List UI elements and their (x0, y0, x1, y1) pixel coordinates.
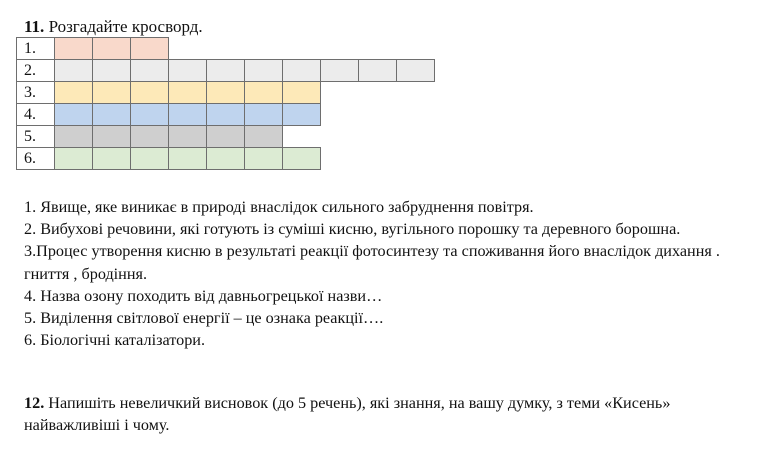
crossword-letter-cell[interactable] (320, 59, 359, 82)
crossword-letter-cell[interactable] (168, 125, 207, 148)
crossword-letter-cell[interactable] (168, 81, 207, 104)
crossword-letter-cell[interactable] (130, 59, 169, 82)
crossword-letter-cell[interactable] (244, 147, 283, 170)
crossword-letter-cell[interactable] (244, 81, 283, 104)
crossword-letter-cell[interactable] (206, 147, 245, 170)
task-11-heading (24, 16, 203, 38)
task-12-number: 12. (24, 394, 45, 412)
clue-6: 6. Біологічні каталізатори. (24, 331, 205, 350)
crossword-letter-cell[interactable] (92, 59, 131, 82)
crossword-letter-cell[interactable] (130, 37, 169, 60)
row-number-cell: 1. (16, 37, 55, 60)
crossword-row-6 (16, 147, 320, 169)
row-number-cell: 4. (16, 103, 55, 126)
crossword-letter-cell[interactable] (206, 59, 245, 82)
crossword-letter-cell[interactable] (396, 59, 435, 82)
clue-2: 2. Вибухові речовини, які готують із суміші кисню, вугільного порошку та деревного борошна. (24, 220, 681, 239)
crossword-row-2 (16, 59, 434, 81)
row-number-cell: 6. (16, 147, 55, 170)
crossword-letter-cell[interactable] (282, 81, 321, 104)
clue-5: 5. Виділення світлової енергії – це ознака реакції…. (24, 309, 384, 328)
crossword-letter-cell[interactable] (54, 103, 93, 126)
crossword-letter-cell[interactable] (244, 125, 283, 148)
crossword-letter-cell[interactable] (92, 37, 131, 60)
crossword-letter-cell[interactable] (54, 125, 93, 148)
crossword-row-4 (16, 103, 320, 125)
clue-3: 3.Процес утворення кисню в результаті реакції фотосинтезу та споживання його внаслідок дихання . гниття , бродіння. (24, 242, 724, 283)
crossword-letter-cell[interactable] (130, 147, 169, 170)
task-12 (24, 392, 764, 436)
crossword-letter-cell[interactable] (244, 59, 283, 82)
crossword-letter-cell[interactable] (168, 147, 207, 170)
crossword-letter-cell[interactable] (54, 81, 93, 104)
clue-list (24, 196, 764, 351)
crossword-row-5 (16, 125, 282, 147)
crossword-letter-cell[interactable] (282, 103, 321, 126)
crossword-letter-cell[interactable] (130, 103, 169, 126)
crossword-letter-cell[interactable] (54, 59, 93, 82)
crossword-letter-cell[interactable] (130, 81, 169, 104)
clue-4: 4. Назва озону походить від давньогрецької назви… (24, 286, 383, 305)
crossword-letter-cell[interactable] (168, 103, 207, 126)
crossword-row-3 (16, 81, 320, 103)
row-number-cell: 5. (16, 125, 55, 148)
crossword-letter-cell[interactable] (282, 147, 321, 170)
crossword-letter-cell[interactable] (92, 103, 131, 126)
crossword-letter-cell[interactable] (92, 125, 131, 148)
crossword-letter-cell[interactable] (92, 147, 131, 170)
task-12-text: Напишіть невеличкий висновок (до 5 речень), які знання, на вашу думку, з теми «Кисень» найважливіші і чому. (24, 394, 671, 435)
crossword-letter-cell[interactable] (168, 59, 207, 82)
row-number-cell: 2. (16, 59, 55, 82)
crossword-letter-cell[interactable] (206, 81, 245, 104)
clue-1: 1. Явище, яке виникає в природі внаслідок сильного забруднення повітря. (24, 198, 534, 216)
crossword-letter-cell[interactable] (206, 103, 245, 126)
crossword-letter-cell[interactable] (92, 81, 131, 104)
task-11-number: 11. (24, 17, 45, 36)
crossword-letter-cell[interactable] (358, 59, 397, 82)
crossword-letter-cell[interactable] (244, 103, 283, 126)
crossword-letter-cell[interactable] (54, 37, 93, 60)
row-number-cell: 3. (16, 81, 55, 104)
crossword-letter-cell[interactable] (282, 59, 321, 82)
task-11-title: Розгадайте кросворд. (44, 17, 203, 36)
crossword-letter-cell[interactable] (54, 147, 93, 170)
crossword-row-1 (16, 37, 168, 59)
crossword-letter-cell[interactable] (206, 125, 245, 148)
crossword-letter-cell[interactable] (130, 125, 169, 148)
